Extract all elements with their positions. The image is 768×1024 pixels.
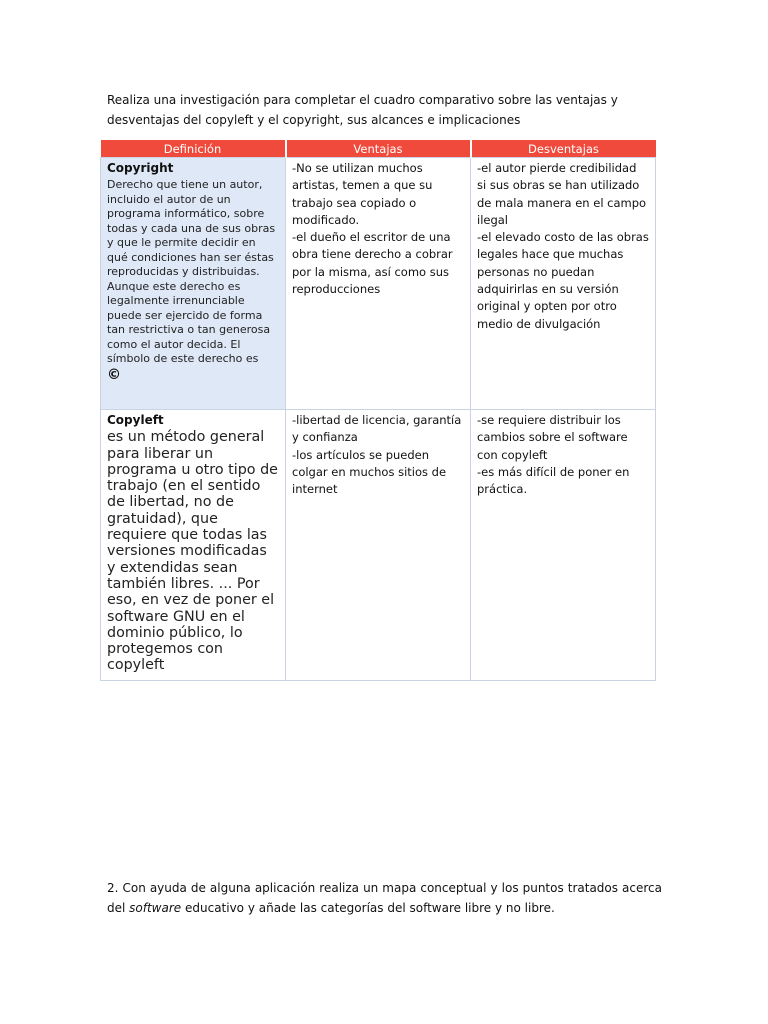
list-item: -es más difícil de poner en práctica.: [477, 464, 630, 497]
list-item: -se requiere distribuir los cambios sobre el software con copyleft: [477, 413, 628, 462]
copyright-definition-cell: [101, 158, 286, 410]
list-item: -el autor pierde credibilidad si sus obras se han utilizado de mala manera en el campo ilegal: [477, 161, 647, 227]
question-2-text-end: educativo y añade las categorías del software libre y no libre.: [181, 901, 555, 915]
list-item: -los artículos se pueden colgar en muchos sitios de internet: [292, 447, 447, 497]
copyleft-definition: es un método general para liberar un programa u otro tipo de trabajo (en el sentido de libertad, no de gratuidad), que requiere que todas las versiones modificadas y extendidas sean también libres. ... Por eso, en vez de poner el software GNU en el dominio público, lo protegemos con copyleft: [107, 429, 278, 674]
question-2-italic-word: software: [129, 901, 182, 915]
copyleft-ventajas-cell: [286, 410, 471, 681]
list-item: -el dueño el escritor de una obra tiene derecho a cobrar por la misma, así como sus reproducciones: [292, 230, 453, 297]
copyright-term: Copyright: [107, 161, 174, 175]
table-row: [101, 410, 656, 681]
comparison-table: [100, 140, 656, 681]
list-item: -No se utilizan muchos artistas, temen a que su trabajo sea copiado o modificado.: [292, 161, 433, 227]
copyleft-desventajas-cell: [471, 410, 656, 681]
header-desventajas: Desventajas: [471, 140, 656, 158]
header-definicion: Definición: [101, 140, 286, 158]
intro-paragraph: Realiza una investigación para completar el cuadro comparativo sobre las ventajas y desventajas del copyleft y el copyright, sus alcances e implicaciones: [107, 93, 618, 127]
question-2: [107, 878, 662, 918]
header-ventajas: Ventajas: [286, 140, 471, 158]
copyright-ventajas-cell: [286, 158, 471, 410]
copyright-desventajas-cell: [471, 158, 656, 410]
copyleft-term: Copyleft: [107, 413, 164, 427]
list-item: -libertad de licencia, garantía y confianza: [292, 413, 462, 445]
copyright-definition: Derecho que tiene un autor, incluido el autor de un programa informático, sobre todas y cada una de sus obras y que le permite decidir en qué condiciones han ser éstas reproducidas y distribuidas. Aunque este derecho es legalmente irrenunciable puede ser ejercido de forma tan restrictiva o tan generosa como el autor decida. El símbolo de este derecho es: [107, 178, 276, 366]
table-header-row: [101, 140, 656, 158]
table-row: [101, 158, 656, 410]
question-2-text-start: 2. Con ayuda de alguna aplicación realiza un mapa conceptual y los puntos tratados acerca del: [107, 881, 662, 915]
copyleft-definition-cell: [101, 410, 286, 681]
list-item: -el elevado costo de las obras legales hace que muchas personas no puedan adquirirlas en su versión original y opten por otro medio de divulgación: [477, 230, 649, 331]
copyright-symbol: ©: [107, 366, 121, 383]
